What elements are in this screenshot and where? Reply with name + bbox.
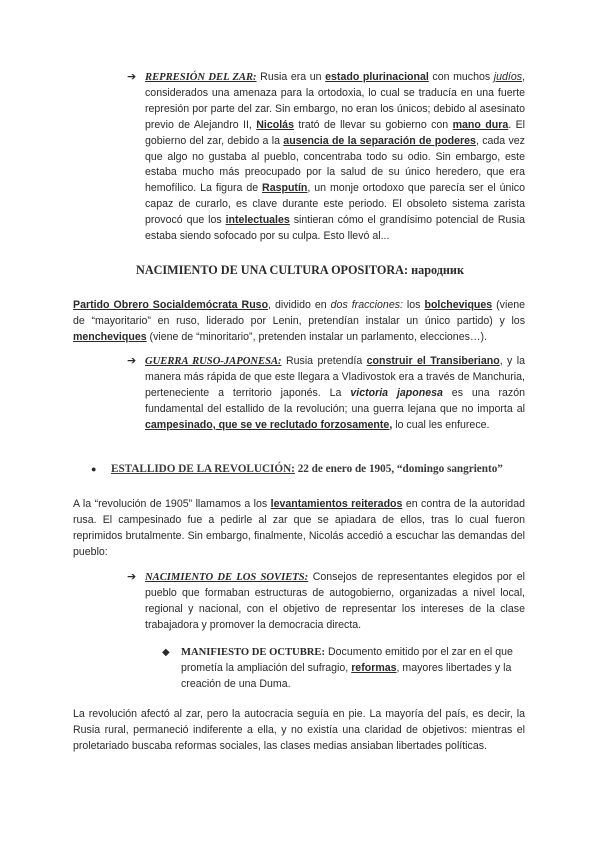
arrow-bullet-icon: ➔ (127, 71, 137, 83)
heading-russian: народник (411, 263, 464, 277)
text: , dividido en (268, 299, 331, 311)
term-reformas: reformas (351, 661, 397, 674)
section-heading (75, 263, 525, 278)
text: , mayores libertades y la creación de una Duma. (181, 661, 512, 690)
term-bolcheviques: bolcheviques (424, 299, 493, 311)
paragraph-1905 (73, 497, 525, 561)
estallido-title: ESTALLIDO DE LA REVOLUCIÓN: (111, 463, 295, 475)
text: , cada vez que algo no gustaba al pueblo, concentraba todo su odio. Sin embargo, este estaba mucho más preocupado por la salud de su único heredero, que era hemofílico. La figura de (145, 134, 525, 195)
term-levantamientos: levantamientos reiterados (270, 498, 403, 510)
text: sintieran cómo el grandísimo potencial de Rusia estaba siendo sofocado por su culpa. Esto llevó al... (145, 214, 525, 243)
arrow-bullet-icon: ➔ (127, 355, 137, 367)
term-campesinado: campesinado, que se ve reclutado forzosamente, (145, 418, 393, 431)
text: trató de llevar su gobierno con (293, 118, 453, 131)
arrow-bullet-icon: ➔ (127, 571, 137, 583)
term-intelectuales: intelectuales (225, 214, 290, 227)
section-title-manifiesto: MANIFIESTO DE OCTUBRE: (181, 647, 326, 658)
text: (viene de “mayoritario” en ruso, liderado por Lenin, pretendían instalar un único partido) y los (73, 299, 526, 327)
paragraph-soviets (145, 570, 525, 634)
paragraph-partido (73, 298, 525, 346)
term-nicolas: Nicolás (256, 118, 294, 131)
text: , un monje ortodoxo que parecía ser el único capaz de curarlo, es clave durante este periodo. El obsoleto sistema zarista provocó que los (145, 182, 525, 227)
text: La revolución afectó al zar, pero la autocracia seguía en pie. La mayoría del país, es decir, la Rusia rural, permaneció indiferente a ella, y no existía una claridad de objetivos: mientras el proletariado buscaba reformas sociales, las clases medias ansiaban libertades políticas. (73, 708, 525, 752)
paragraph-represion (145, 70, 525, 245)
term-judios: judíos (493, 71, 523, 83)
section-title-guerra: GUERRA RUSO-JAPONESA: (145, 356, 282, 367)
text: . El gobierno del zar, debido a la (145, 118, 526, 147)
text: , considerados una amenaza para la ortodoxia, lo cual se traducía en una fuerte represión por parte del zar. Sin embargo, no eran los únicos; debido al asesinato previo de Alejandro II, (145, 71, 526, 131)
text: es una razón fundamental del estallido de la revolución; una guerra lejana que no importa al (145, 386, 525, 415)
term-estado-plurinacional: estado plurinacional (325, 71, 429, 83)
estallido-date: 22 de enero de 1905, “domingo sangriento” (294, 463, 503, 475)
paragraph-guerra (145, 354, 525, 434)
section-title-soviets: NACIMIENTO DE LOS SOVIETS: (145, 572, 309, 583)
estallido-line (111, 461, 503, 477)
term-partido: Partido Obrero Socialdemócrata Ruso (73, 299, 269, 311)
paragraph-manifiesto (181, 645, 525, 693)
text: los (402, 299, 425, 311)
text: Documento emitido por el zar en el que prometía la ampliación del sufragio, (181, 646, 513, 674)
term-rasputin: Rasputín (262, 182, 308, 195)
text: lo cual les enfurece. (392, 418, 490, 431)
paragraph-final (73, 707, 525, 755)
term-ausencia-separacion: ausencia de la separación de poderes (283, 134, 476, 147)
text: Consejos de representantes elegidos por el pueblo que formaban estructuras de autogobierno, organizadas a nivel local, regional y nacional, con el objetivo de representar los intereses de la clase trabajadora y promover la democracia directa. (145, 571, 525, 631)
text: , y la manera más rápida de que este llegara a Vladivostok era a través de Manchuria, perteneciente a territorio japonés. La (145, 355, 526, 399)
text: en contra de la autoridad rusa. El campesinado fue a pedirle al zar que se apiadara de ellos, tras lo cual fueron reprimidos brutalmente. Sin embargo, finalmente, Nicolás accedió a escuchar las demandas del pueblo: (73, 498, 525, 558)
diamond-bullet-icon: ◆ (162, 647, 170, 658)
term-construir-transiberiano: construir el Transiberiano (366, 355, 500, 367)
heading-main: NACIMIENTO DE UNA CULTURA OPOSITORA: (136, 263, 412, 277)
section-title-represion: REPRESIÓN DEL ZAR: (145, 72, 257, 83)
text: A la “revolución de 1905” llamamos a los (73, 498, 271, 510)
text: Rusia era un (256, 71, 326, 83)
text: (viene de “minoritario”, pretenden instalar un parlamento, elecciones…). (146, 330, 487, 343)
term-victoria-japonesa: victoria japonesa (350, 386, 443, 399)
term-mano-dura: mano dura (452, 118, 509, 131)
bullet-dot-icon: ● (91, 464, 97, 474)
text: Rusia pretendía (281, 355, 367, 367)
text: con muchos (428, 71, 494, 83)
term-dos-fracciones: dos fracciones: (330, 299, 403, 311)
term-mencheviques: mencheviques (73, 330, 147, 343)
